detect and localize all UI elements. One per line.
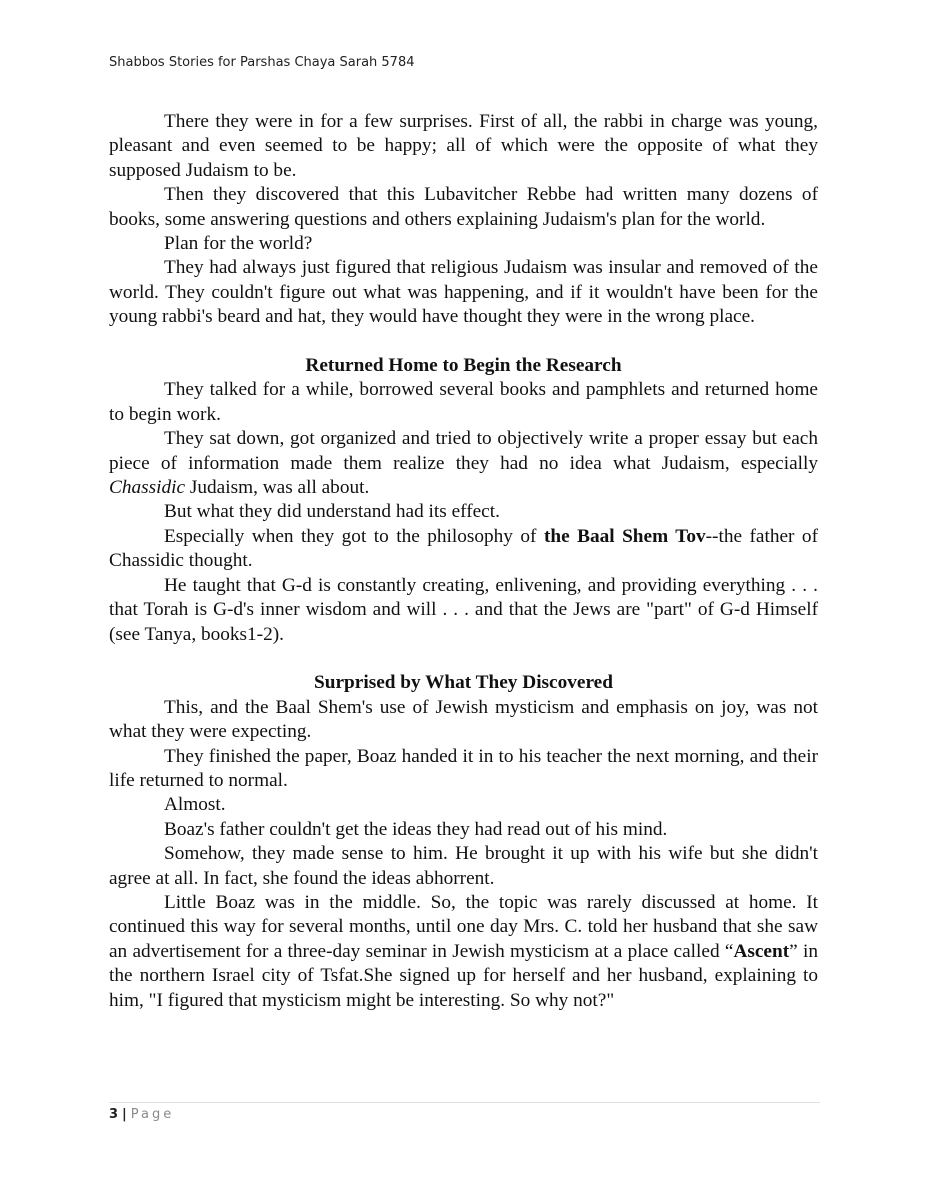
paragraph: They talked for a while, borrowed several books and pamphlets and returned home to begin work. [109,379,818,425]
paragraph: There they were in for a few surprises. First of all, the rabbi in charge was young, pleasant and even seemed to be happy; all of which were the opposite of what they supposed Judaism to be. [109,111,818,181]
text: --the father of Chassidic thought. [109,525,818,572]
running-header: Shabbos Stories for Parshas Chaya Sarah 5784 [109,55,415,70]
paragraph: Somehow, they made sense to him. He brought it up with his wife but she didn't agree at all. In fact, she found the ideas abhorrent. [109,843,818,889]
text: Especially when they got to the philosophy of [164,525,544,547]
paragraph: They finished the paper, Boaz handed it in to his teacher the next morning, and their life returned to normal. [109,745,818,791]
text: Judaism, was all about. [185,477,370,499]
page-label: Page [130,1107,175,1122]
paragraph [109,891,818,1013]
section-heading: Returned Home to Begin the Research [305,355,622,377]
footer-divider [109,1102,820,1103]
paragraph: This, and the Baal Shem's use of Jewish mysticism and emphasis on joy, was not what they were expecting. [109,696,818,743]
paragraph [109,525,818,574]
text: They sat down, got organized and tried to objectively write a proper essay but each piece of information made them realize they had no idea what Judaism, especially [109,428,818,474]
page-number: 3 [109,1107,119,1122]
paragraph: Almost. [164,794,226,816]
paragraph: Boaz's father couldn't get the ideas they had read out of his mind. [164,818,668,840]
paragraph: But what they did understand had its effect. [164,501,500,523]
paragraph: Then they discovered that this Lubavitcher Rebbe had written many dozens of books, some answering questions and others explaining Judaism's plan for the world. [109,184,818,230]
bold-text: Ascent [733,940,790,962]
document-body [109,110,818,1013]
italic-text: Chassidic [109,477,186,499]
bold-text: the Baal Shem Tov [543,525,706,547]
text: ” in the northern Israel city of Tsfat.She signed up for herself and her husband, explaining to him, "I figured that mysticism might be interesting. So why not?" [109,940,818,1011]
page-footer [109,1107,174,1122]
paragraph [109,427,818,500]
paragraph: He taught that G-d is constantly creating, enlivening, and providing everything . . . that Torah is G-d's inner wisdom and will . . . and that the Jews are "part" of G-d Himself (see Tanya, books1-2). [109,574,818,645]
footer-separator: | [122,1107,127,1122]
paragraph: Plan for the world? [164,233,313,255]
text: Little Boaz was in the middle. So, the topic was rarely discussed at home. It continued this way for several months, until one day Mrs. C. told her husband that she saw an advertisement for a three-day seminar in Jewish mysticism at a place called “ [109,891,818,962]
paragraph: They had always just figured that religious Judaism was insular and removed of the world. They couldn't figure out what was happening, and if it wouldn't have been for the young rabbi's beard and hat, they would have thought they were in the wrong place. [109,257,818,328]
section-heading: Surprised by What They Discovered [314,672,613,694]
